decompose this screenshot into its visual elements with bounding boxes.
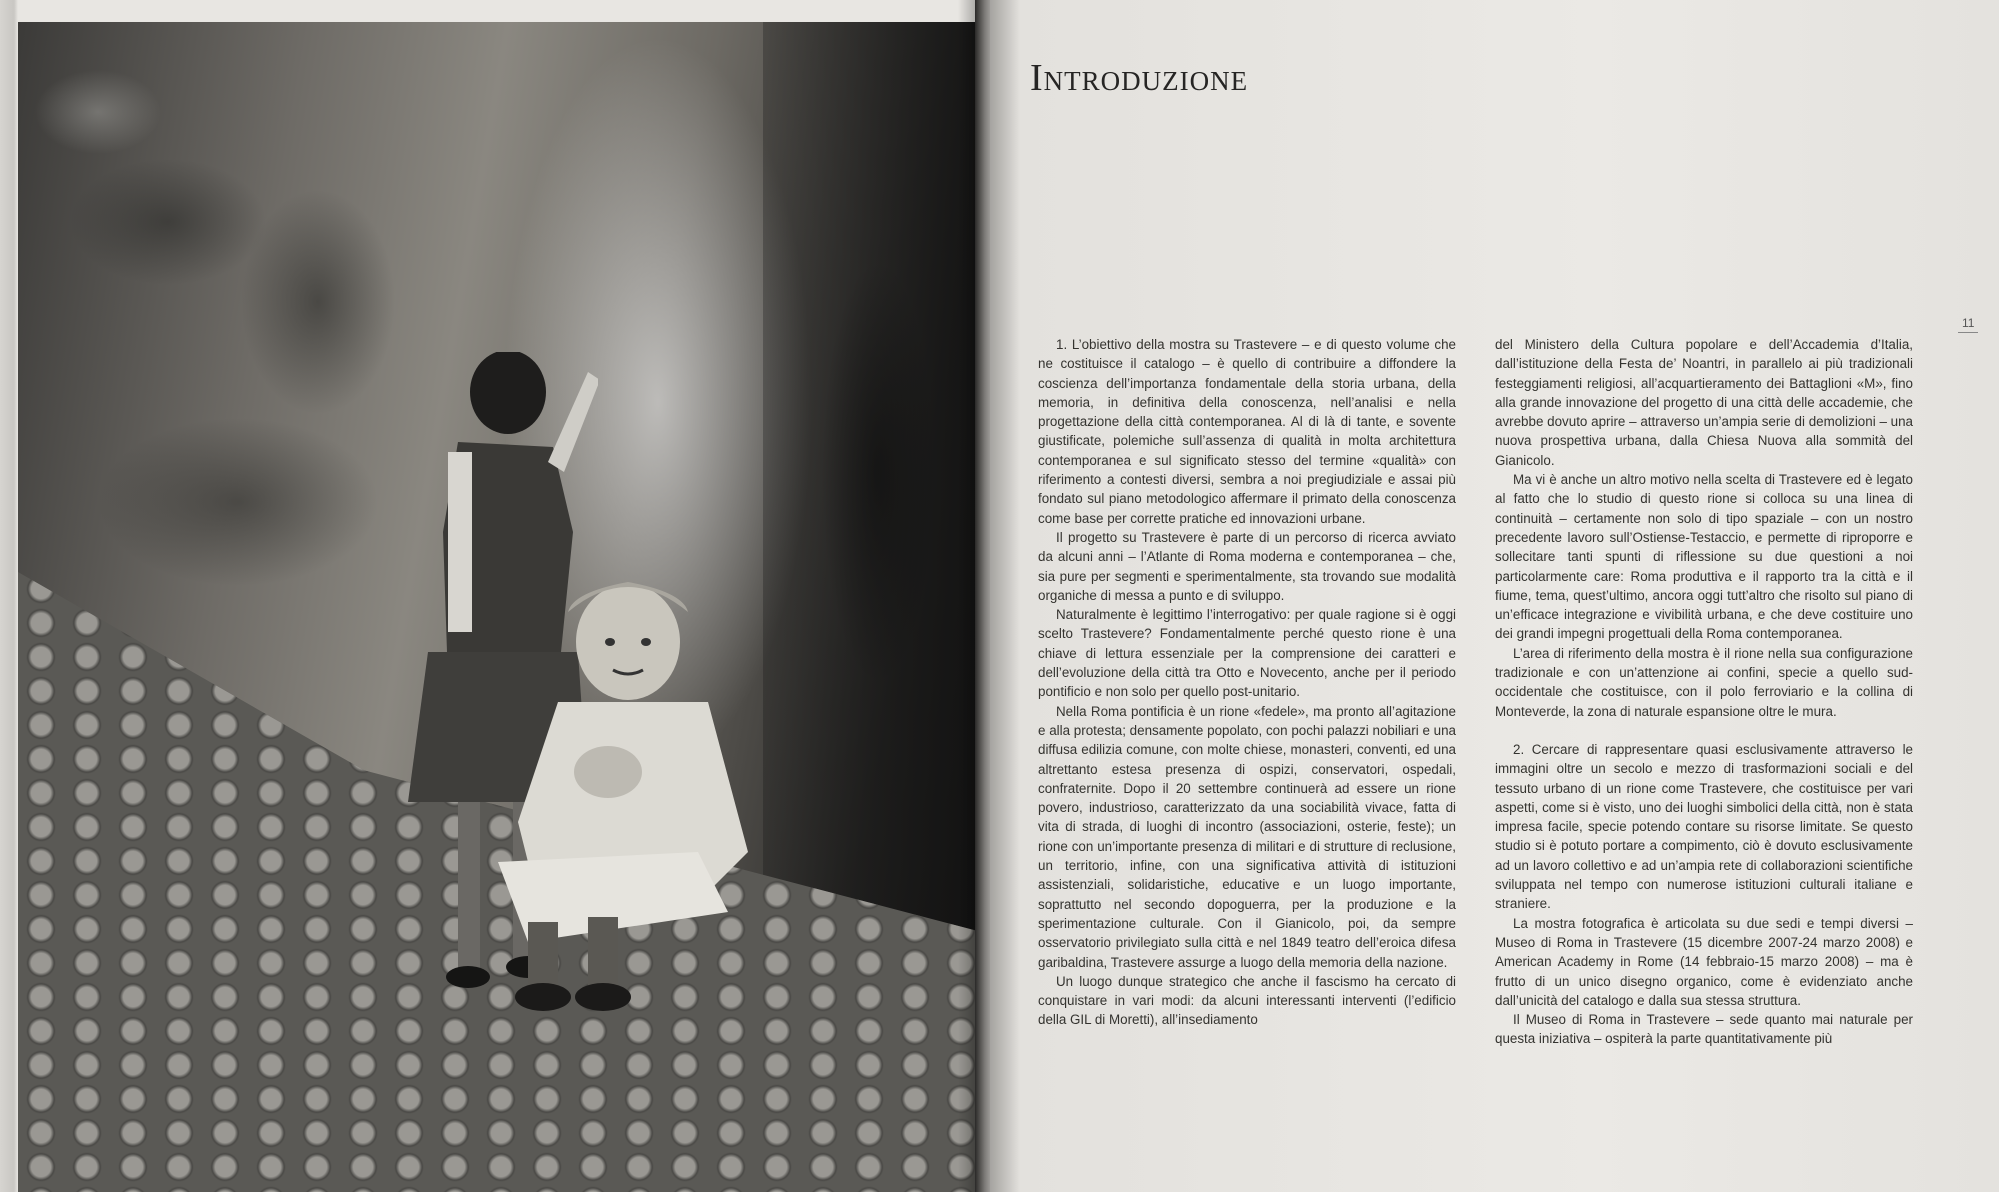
paragraph: 1. L’obiettivo della mostra su Trastevere – e di questo volume che ne costituisce il catalogo – è quello di contribuire a diffondere la coscienza dell’importanza fondamentale della storia urbana, della memoria, in definitiva della conoscenza, nell’analisi e nella progettazione della città contemporanea. Al di là di tante, e sovente giustificate, polemiche sull’assenza di qualità in molta architettura contemporanea e sul significato stesso del termine «qualità» con riferimento a contesti diversi, sembra a noi pregiudiziale e assai più fondato sul piano metodologico affermare il primato della conoscenza come base per corrette pratiche ed innovazioni urbane. (1038, 337, 1456, 526)
sitting-child-figure (498, 572, 798, 1032)
paragraph: Nella Roma pontificia è un rione «fedele», ma pronto all’agitazione e alla protesta; densamente popolato, con pochi palazzi nobiliari e una diffusa edilizia comune, con molte chiese, monasteri, conventi, ed una altrettanto estesa presenza di ospizi, conservatori, ospedali, confraternite. Dopo il 20 settembre continuerà ad essere un rione povero, industrioso, caratterizzato da una sociabilità vivace, fatta di vita di strada, di luoghi di incontro (associazioni, osterie, feste); un rione con un’importante presenza di militari e di strutture di reclusione, un territorio, infine, con una significativa attività di istituzioni assistenziali, solidaristiche, educative e un luogo importante, soprattutto nel secondo dopoguerra, per la produzione e la sperimentazione culturale. Con il Gianicolo, poi, da sempre osservatorio privilegiato sulla città e nel 1849 teatro dell’eroica difesa garibaldina, Trastevere assurge a luogo della memoria della nazione. (1038, 703, 1456, 970)
paragraph: Naturalmente è legittimo l’interrogativo: per quale ragione si è oggi scelto Trastevere? Fondamentalmente perché questo rione è una chiave di lettura essenziale per la comprensione dei caratteri e dell’evoluzione della città tra Otto e Novecento, anche per il periodo pontificio e non solo per quello post-unitario. (1038, 607, 1456, 700)
fold-shadow (990, 0, 1020, 1192)
paragraph: Il progetto su Trastevere è parte di un percorso di ricerca avviato da alcuni anni – l’Atlante di Roma moderna e contemporanea – che, sia pure per segmenti e sperimentalmente, sta trovando sue modalità organiche di messa a punto e di sviluppo. (1038, 529, 1456, 603)
paragraph: Un luogo dunque strategico che anche il fascismo ha cercato di conquistare in vari modi: da alcuni interessanti interventi (l’edificio della GIL di Moretti), all’insediamento (1038, 973, 1456, 1028)
paragraph: Il Museo di Roma in Trastevere – sede quanto mai naturale per questa iniziativa – ospiterà la parte quantitativamente più (1495, 1012, 1913, 1047)
left-page (0, 0, 982, 1192)
paragraph: 2. Cercare di rappresentare quasi esclusivamente attraverso le immagini oltre un secolo e mezzo di trasformazioni sociali e del tessuto urbano di un rione come Trastevere, che costituisce per vari aspetti, come si è visto, uno dei luoghi simbolici della città, non è stata impresa facile, specie potendo contare su risorse limitate. Se questo studio si è potuto portare a compimento, ciò è dovuto esclusivamente ad un lavoro collettivo e ad un’ampia rete di collaborazioni scientifiche sviluppata nel tempo con numerose istituzioni culturali italiane e straniere. (1495, 741, 1913, 912)
paragraph: La mostra fotografica è articolata su due sedi e tempi diversi – Museo di Roma in Trastevere (15 dicembre 2007-24 marzo 2008) e American Academy in Rome (14 febbraio-15 marzo 2008) – ma è frutto di un unico disegno organico, come è evidenziato anche dall’unicità del catalogo e dalla sua stessa struttura. (1495, 915, 1913, 1008)
page-number: 11 (1958, 316, 1978, 333)
paragraph: Ma vi è anche un altro motivo nella scelta di Trastevere ed è legato al fatto che lo studio di questo rione si colloca su una linea di continuità – certamente non solo di tipo spaziale – con un nostro precedente lavoro sull’Ostiense-Testaccio, e permette di riproporre e sollecitare tanti spunti di riflessione su due questioni a noi particolarmente care: Roma produttiva e il rapporto tra la città e il fiume, tema, quest’ultimo, ancora oggi tutt’altro che risolto sul piano di un’efficace integrazione e vivibilità urbana, e che deve costituire uno dei grandi impegni progettuali della Roma contemporanea. (1495, 472, 1913, 642)
text-column-left (1038, 335, 1456, 1030)
photograph (18, 22, 980, 1192)
page-heading: Introduzione (1030, 57, 1249, 99)
text-column-right (1495, 335, 1913, 1049)
right-page (990, 0, 1999, 1192)
paragraph: del Ministero della Cultura popolare e dell’Accademia d’Italia, dall’istituzione della Festa de’ Noantri, in parallelo ai più tradizionali festeggiamenti religiosi, all’acquartieramento dei Battaglioni «M», fino alla grande innovazione del progetto di una città delle accademie, che avrebbe dovuto aprire – attraverso un’ampia serie di demolizioni – una nuova prospettiva urbana, dalla Chiesa Nuova alla sommità del Gianicolo. (1495, 337, 1913, 468)
paragraph: L’area di riferimento della mostra è il rione nella sua configurazione tradizionale e con un’attenzione ai confini, specie a quello sud-occidentale che costituisce, con il polo ferroviario e la collina di Monteverde, la zona di naturale espansione oltre le mura. (1495, 645, 1913, 719)
